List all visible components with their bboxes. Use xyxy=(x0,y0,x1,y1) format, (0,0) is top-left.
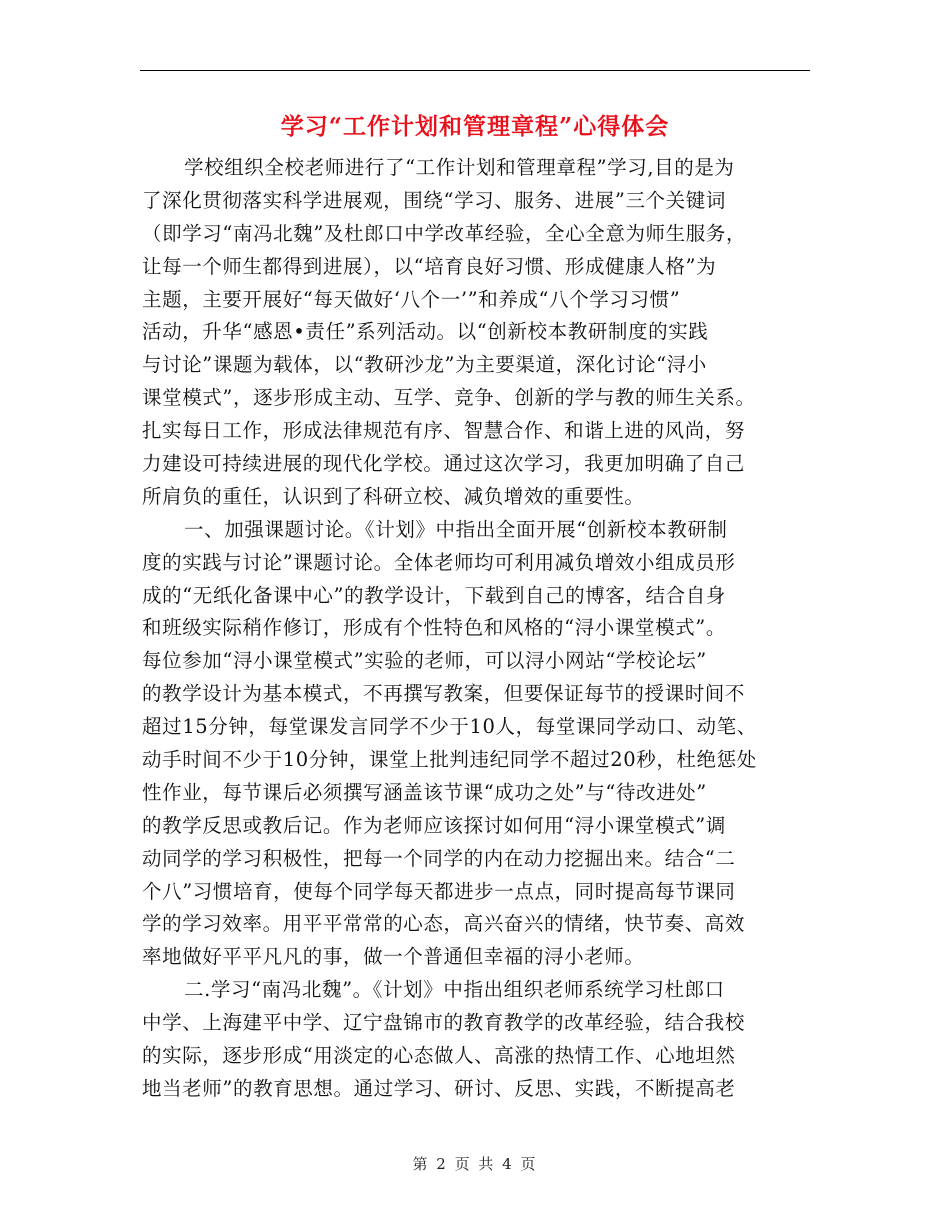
header-rule xyxy=(140,70,810,71)
paragraph-line: 性作业，每节课后必须撰写涵盖该节课“成功之处”与“待改进处” xyxy=(142,780,707,804)
paragraph-line: 个八”习惯培育，使每个同学每天都进步一点点，同时提高每节课同 xyxy=(142,879,736,903)
paragraph-line: 活动，升华“感恩•责任”系列活动。以“创新校本教研制度的实践 xyxy=(142,320,709,344)
paragraph-line: 的教学设计为基本模式，不再撰写教案，但要保证每节的授课时间不 xyxy=(142,682,746,706)
paragraph-line: 与讨论”课题为载体，以“教研沙龙”为主要渠道，深化讨论“浔小 xyxy=(142,353,707,377)
paragraph-line: 成的“无纸化备课中心”的教学设计，下载到自己的博客，结合自身 xyxy=(142,583,726,607)
paragraph-line: 动同学的学习积极性，把每一个同学的内在动力挖掘出来。结合“二 xyxy=(142,846,736,870)
paragraph-line: 扎实每日工作，形成法律规范有序、智慧合作、和谐上进的风尚，努 xyxy=(142,419,746,443)
paragraph-line: 课堂模式”，逐步形成主动、互学、竞争、创新的学与教的师生关系。 xyxy=(142,386,756,410)
paragraph-line: 了深化贯彻落实科学进展观，围绕“学习、服务、进展”三个关键词 xyxy=(142,188,726,212)
page-footer: 第 2 页 共 4 页 xyxy=(412,1155,538,1173)
paragraph-line: 度的实践与讨论”课题讨论。全体老师均可利用减负增效小组成员形 xyxy=(142,550,736,574)
paragraph-line: 每位参加“浔小课堂模式”实验的老师，可以浔小网站“学校论坛” xyxy=(142,649,707,673)
paragraph-line: 二.学习“南冯北魏”。《计划》中指出组织老师系统学习杜郎口 xyxy=(184,978,725,1002)
paragraph-line: 学的学习效率。用平平常常的心态，高兴奋兴的情绪，快节奏、高效 xyxy=(142,912,746,936)
paragraph-line: 学校组织全校老师进行了“工作计划和管理章程”学习,目的是为 xyxy=(184,156,735,179)
document-title: 学习“工作计划和管理章程”心得体会 xyxy=(280,113,670,140)
paragraph-line: 力建设可持续进展的现代化学校。通过这次学习，我更加明确了自己 xyxy=(142,452,746,476)
paragraph-line: 的教学反思或教后记。作为老师应该探讨如何用“浔小课堂模式”调 xyxy=(142,813,726,837)
paragraph-line: 率地做好平平凡凡的事，做一个普通但幸福的浔小老师。 xyxy=(142,945,645,969)
paragraph-line: 地当老师”的教育思想。通过学习、研讨、反思、实践，不断提高老 xyxy=(142,1076,736,1100)
paragraph-line: 主题，主要开展好“每天做好‘八个一’”和养成“八个学习习惯” xyxy=(142,287,681,311)
paragraph-line: 中学、上海建平中学、辽宁盘锦市的教育教学的改革经验，结合我校 xyxy=(142,1011,746,1035)
paragraph-line: 让每一个师生都得到进展），以“培育良好习惯、形成健康人格”为 xyxy=(142,254,717,278)
paragraph-line: 超过15分钟，每堂课发言同学不少于10人，每堂课同学动口、动笔、 xyxy=(142,715,757,739)
paragraph-line: 一、加强课题讨论。《计划》中指出全面开展“创新校本教研制 xyxy=(184,517,728,541)
paragraph-line: 的实际，逐步形成“用淡定的心态做人、高涨的热情工作、心地坦然 xyxy=(142,1044,736,1068)
paragraph-line: 所肩负的重任，认识到了科研立校、减负增效的重要性。 xyxy=(142,484,645,508)
document-body xyxy=(142,152,808,1106)
paragraph-line: 动手时间不少于10分钟，课堂上批判违纪同学不超过20秒，杜绝惩处 xyxy=(142,748,757,772)
paragraph-line: 和班级实际稍作修订，形成有个性特色和风格的“浔小课堂模式”。 xyxy=(142,616,726,640)
paragraph-line: （即学习“南冯北魏”及杜郎口中学改革经验，全心全意为师生服务， xyxy=(142,221,747,245)
